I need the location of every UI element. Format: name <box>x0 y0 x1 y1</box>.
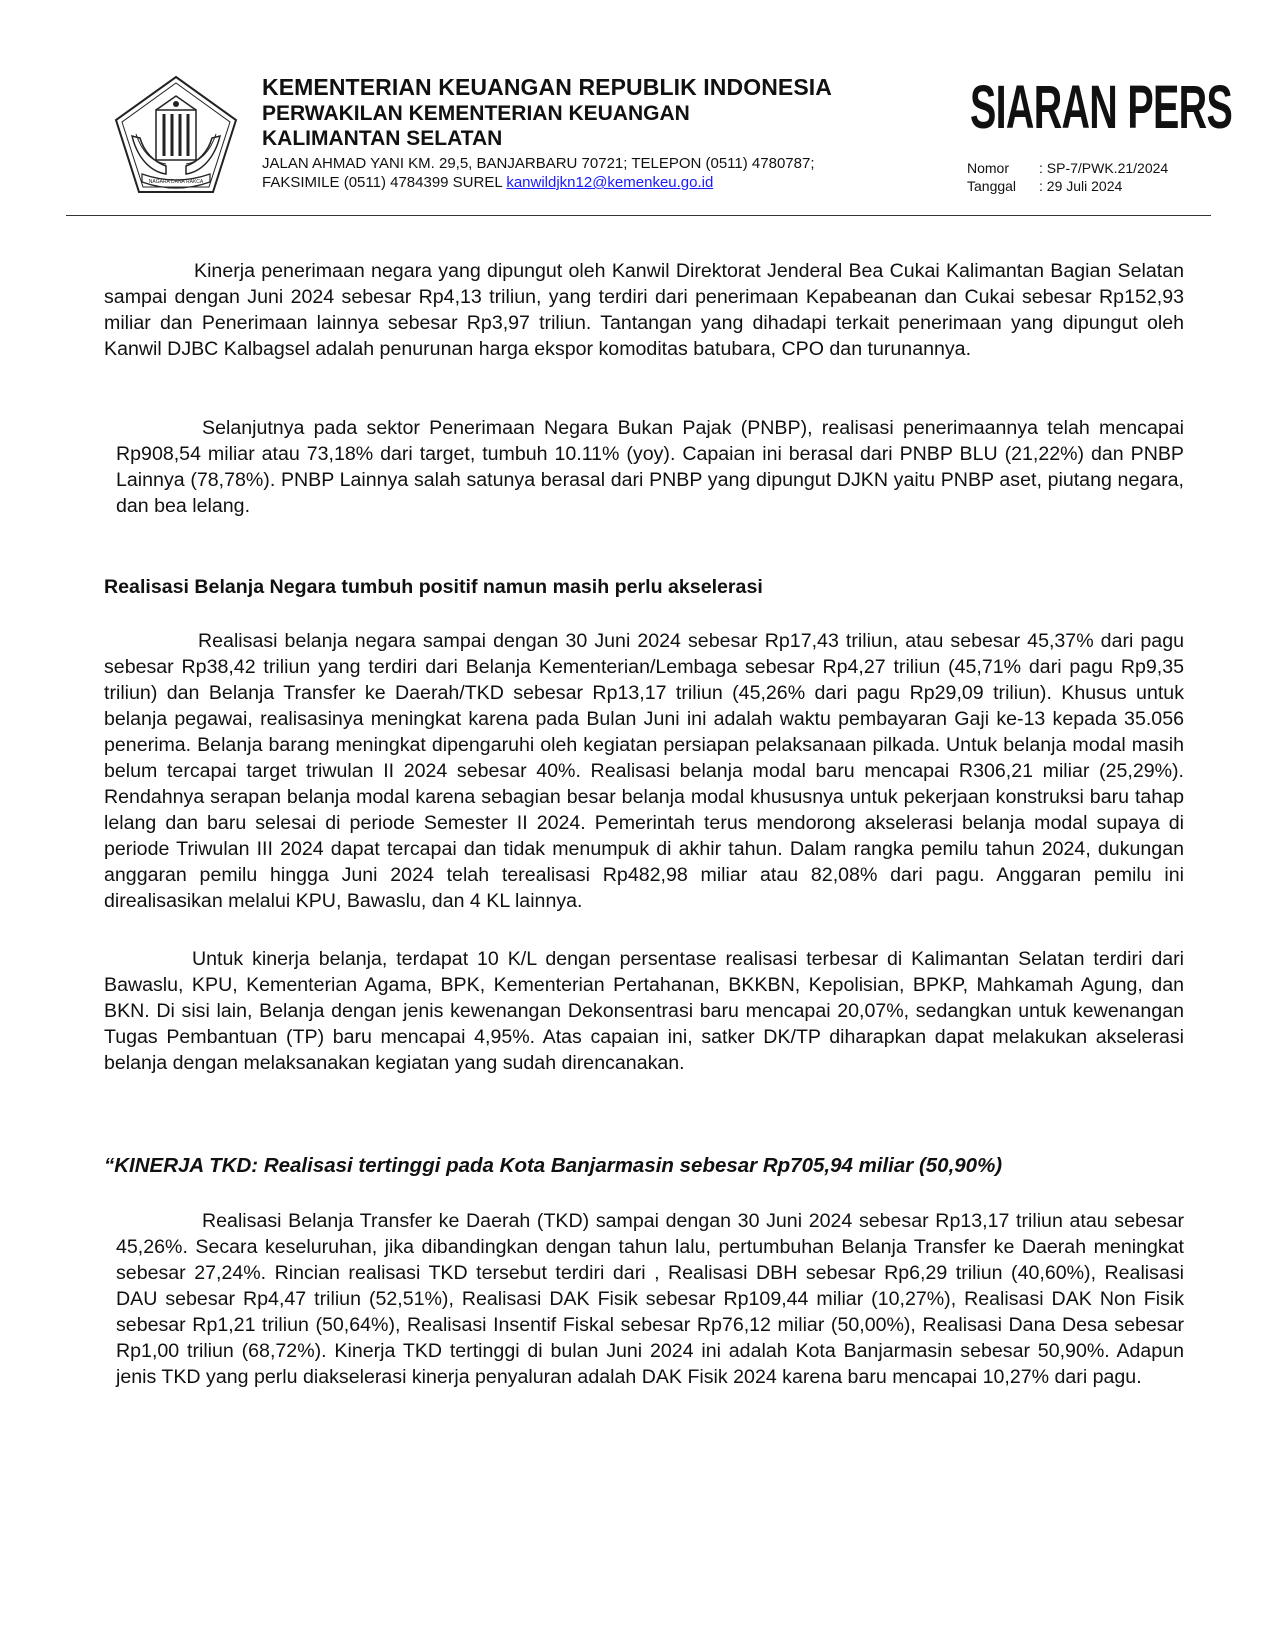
email-link[interactable]: kanwildjkn12@kemenkeu.go.id <box>506 174 714 191</box>
tanggal-label: Tanggal <box>967 178 1017 194</box>
paragraph-pnbp: Selanjutnya pada sektor Penerimaan Negara Bukan Pajak (PNBP), realisasi penerimaannya telah mencapai Rp908,54 miliar atau 73,18% dari target, tumbuh 10.11% (yoy). Capaian ini berasal dari PNBP BLU (21,22%) dan PNBP Lainnya (78,78%). PNBP Lainnya salah satunya berasal dari PNBP yang dipungut DJKN yaitu PNBP aset, piutang negara, dan bea lelang. <box>116 417 1184 517</box>
org-name-line2: PERWAKILAN KEMENTERIAN KEUANGAN <box>262 102 690 125</box>
address-line2 <box>262 173 902 192</box>
header-divider <box>66 215 1211 216</box>
kemenkeu-logo-icon <box>112 74 240 198</box>
paragraph-customs-revenue: Kinerja penerimaan negara yang dipungut oleh Kanwil Direktorat Jenderal Bea Cukai Kalimantan Bagian Selatan sampai dengan Juni 2024 sebesar Rp4,13 triliun, yang terdiri dari penerimaan Kepabeanan dan Cukai sebesar Rp152,93 miliar dan Penerimaan lainnya sebesar Rp3,97 triliun. Tantangan yang dihadapi terkait penerimaan yang dipungut oleh Kanwil DJBC Kalbagsel adalah penurunan harga ekspor komoditas batubara, CPO dan turunannya. <box>104 260 1184 360</box>
document-title: SIARAN PERS <box>970 73 1233 142</box>
meta-row-nomor <box>967 159 1168 177</box>
org-name-line3: KALIMANTAN SELATAN <box>262 127 503 150</box>
paragraph-state-spending: Realisasi belanja negara sampai dengan 30 Juni 2024 sebesar Rp17,43 triliun, atau sebesar 45,37% dari pagu sebesar Rp38,42 triliun yang terdiri dari Belanja Kementerian/Lembaga sebesar Rp4,27 triliun (45,71% dari pagu Rp9,35 triliun) dan Belanja Transfer ke Daerah/TKD sebesar Rp13,17 triliun (45,26% dari pagu Rp29,09 triliun). Khusus untuk belanja pegawai, realisasinya meningkat karena pada Bulan Juni ini adalah waktu pembayaran Gaji ke-13 kepada 35.056 penerima. Belanja barang meningkat dipengaruhi oleh kegiatan persiapan pelaksanaan pilkada. Untuk belanja modal masih belum tercapai target triwulan II 2024 sebesar 40%. Realisasi belanja modal baru mencapai R306,21 miliar (25,29%). Rendahnya serapan belanja modal karena sebagian besar belanja modal khususnya untuk pekerjaan konstruksi baru tahap lelang dan baru selesai di periode Semester II 2024. Pemerintah terus mendorong akselerasi belanja modal supaya di periode Triwulan III 2024 dapat tercapai dan tidak menumpuk di akhir tahun. Dalam rangka pemilu tahun 2024, dukungan anggaran pemilu hingga Juni 2024 telah terealisasi Rp482,98 miliar atau 82,08% dari pagu. Anggaran pemilu ini direalisasikan melalui KPU, Bawaslu, dan 4 KL lainnya. <box>104 630 1184 912</box>
nomor-label: Nomor <box>967 160 1010 176</box>
paragraph-kl-performance: Untuk kinerja belanja, terdapat 10 K/L dengan persentase realisasi terbesar di Kalimantan Selatan terdiri dari Bawaslu, KPU, Kementerian Agama, BPK, Kementerian Pertahanan, BKKBN, Kepolisian, BPKP, Mahkamah Agung, dan BKN. Di sisi lain, Belanja dengan jenis kewenangan Dekonsentrasi baru mencapai 20,07%, sedangkan untuk kewenangan Tugas Pembantuan (TP) baru mencapai 4,95%. Atas capaian ini, satker DK/TP diharapkan dapat melakukan akselerasi belanja dengan melaksanakan kegiatan yang sudah direncanakan. <box>104 948 1184 1074</box>
document-meta <box>967 159 1168 195</box>
paragraph-tkd-realization: Realisasi Belanja Transfer ke Daerah (TKD) sampai dengan 30 Juni 2024 sebesar Rp13,17 triliun atau sebesar 45,26%. Secara keseluruhan, jika dibandingkan dengan tahun lalu, pertumbuhan Belanja Transfer ke Daerah meningkat sebesar 27,24%. Rincian realisasi TKD tersebut terdiri dari , Realisasi DBH sebesar Rp6,29 triliun (40,60%), Realisasi DAU sebesar Rp4,47 triliun (52,51%), Realisasi DAK Fisik sebesar Rp109,44 miliar (10,27%), Realisasi DAK Non Fisik sebesar Rp1,21 triliun (50,64%), Realisasi Insentif Fiskal sebesar Rp76,12 miliar (50,00%), Realisasi Dana Desa sebesar Rp1,00 triliun (68,72%). Kinerja TKD tertinggi di bulan Juni 2024 ini adalah Kota Banjarmasin sebesar 50,90%. Adapun jenis TKD yang perlu diakselerasi kinerja penyaluran adalah DAK Fisik 2024 karena baru mencapai 10,27% dari pagu. <box>116 1210 1184 1388</box>
logo-motto: NAGARA DANA RAKCA <box>148 179 204 185</box>
section-heading-tkd: “KINERJA TKD: Realisasi tertinggi pada Kota Banjarmasin sebesar Rp705,94 miliar (50,90%) <box>104 1154 1003 1177</box>
nomor-value: : SP-7/PWK.21/2024 <box>1039 160 1169 176</box>
fax-text: FAKSIMILE (0511) 4784399 SUREL <box>262 174 503 191</box>
tanggal-value: : 29 Juli 2024 <box>1039 178 1123 194</box>
organization-header <box>262 74 902 192</box>
org-name-line1: KEMENTERIAN KEUANGAN REPUBLIK INDONESIA <box>262 74 832 100</box>
meta-row-tanggal <box>967 177 1168 195</box>
org-address <box>262 154 902 192</box>
section-heading-spending: Realisasi Belanja Negara tumbuh positif namun masih perlu akselerasi <box>104 576 763 598</box>
address-line1: JALAN AHMAD YANI KM. 29,5, BANJARBARU 70721; TELEPON (0511) 4780787; <box>262 155 815 172</box>
